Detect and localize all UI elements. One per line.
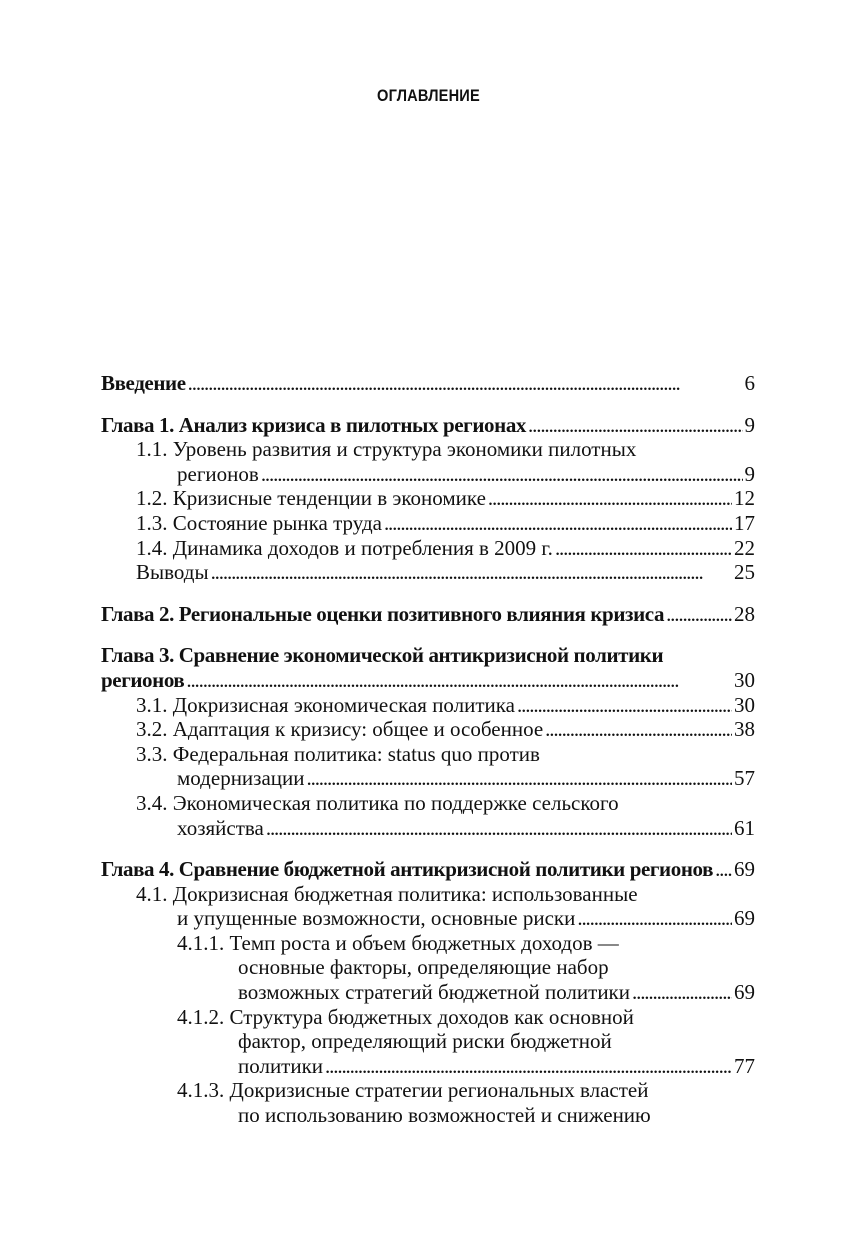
toc-entry-section-1-1[interactable] [101, 462, 755, 487]
dot-leader [266, 816, 732, 841]
toc-entry-section-4-1-3-line1[interactable]: 4.1.3. Докризисные стратегии региональных властей [177, 1078, 649, 1103]
toc-entry-label: 1.2. Кризисные тенденции в экономике [136, 486, 486, 511]
toc-entry-section-3-3-line1[interactable]: 3.3. Федеральная политика: status quo против [136, 741, 540, 766]
dot-leader [666, 602, 732, 627]
toc-entry-label: хозяйства [177, 815, 264, 840]
dot-leader [528, 413, 742, 438]
dot-leader [517, 693, 732, 718]
page-title: ОГЛАВЛЕНИЕ [377, 86, 480, 105]
toc-entry-section-3-1[interactable] [101, 693, 755, 718]
dot-leader [632, 980, 732, 1005]
toc-entry-label: 1.3. Состояние рынка труда [136, 510, 382, 535]
toc-page-number: 12 [734, 486, 755, 511]
toc-entry-label: Глава 2. Региональные оценки позитивного влияния кризиса [101, 601, 665, 626]
toc-entry-label: и упущенные возможности, основные риски [177, 906, 576, 931]
toc-entry-section-4-1[interactable] [101, 906, 755, 931]
toc-entry-section-4-1-3-line2[interactable]: по использованию возможностей и снижению [238, 1103, 651, 1128]
toc-entry-chapter-1[interactable] [101, 413, 755, 438]
toc-page-number: 69 [734, 980, 755, 1005]
toc-page-number: 30 [734, 692, 755, 717]
toc-entry-section-1-4[interactable] [101, 536, 755, 561]
toc-entry-label: 3.2. Адаптация к кризису: общее и особенное [136, 717, 544, 742]
dot-leader [715, 857, 732, 882]
toc-entry-conclusions[interactable] [101, 560, 755, 585]
toc-entry-label: 3.1. Докризисная экономическая политика [136, 692, 515, 717]
toc-entry-section-4-1-1[interactable] [101, 980, 755, 1005]
toc-page-number: 25 [734, 560, 755, 585]
toc-entry-label: регионов [101, 667, 185, 692]
toc-page-number: 30 [734, 667, 755, 692]
dot-leader [211, 560, 732, 585]
dot-leader [188, 371, 743, 396]
toc-entry-section-3-3[interactable] [101, 766, 755, 791]
toc-page-number: 28 [734, 601, 755, 626]
toc-page-number: 22 [734, 535, 755, 560]
toc-entry-section-3-4-line1[interactable]: 3.4. Экономическая политика по поддержке сельского [136, 790, 619, 815]
toc-entry-label: политики [238, 1053, 324, 1078]
toc-entry-label: возможных стратегий бюджетной политики [238, 980, 630, 1005]
toc-page-number: 69 [734, 857, 755, 882]
dot-leader [261, 462, 743, 487]
toc-entry-section-1-1-line1[interactable]: 1.1. Уровень развития и структура экономики пилотных [136, 437, 637, 462]
toc-entry-section-4-1-2-line2[interactable]: фактор, определяющий риски бюджетной [238, 1029, 612, 1054]
toc-entry-section-4-1-1-line1[interactable]: 4.1.1. Темп роста и объем бюджетных доходов — [177, 930, 619, 955]
dot-leader [307, 766, 733, 791]
toc-entry-intro[interactable] [101, 371, 755, 396]
toc-page-number: 9 [744, 412, 755, 437]
toc-page-number: 69 [734, 906, 755, 931]
toc-page-number: 38 [734, 717, 755, 742]
toc-page-number: 77 [734, 1053, 755, 1078]
toc-entry-label: регионов [177, 461, 259, 486]
toc-entry-section-3-4[interactable] [101, 816, 755, 841]
toc-entry-section-1-2[interactable] [101, 486, 755, 511]
toc-entry-section-4-1-1-line2[interactable]: основные факторы, определяющие набор [238, 955, 609, 980]
toc-page-number: 57 [734, 766, 755, 791]
dot-leader [577, 906, 732, 931]
toc-page-number: 6 [744, 371, 755, 395]
toc-entry-section-4-1-2-line1[interactable]: 4.1.2. Структура бюджетных доходов как основной [177, 1004, 634, 1029]
toc-entry-label: модернизации [177, 766, 305, 791]
toc-entry-chapter-3-line1[interactable]: Глава 3. Сравнение экономической антикризисной политики [101, 643, 664, 668]
toc-entry-label: Глава 4. Сравнение бюджетной антикризисной политики регионов [101, 857, 714, 882]
toc-entry-label: Глава 1. Анализ кризиса в пилотных регионах [101, 412, 527, 437]
dot-leader [545, 717, 732, 742]
toc-entry-section-3-2[interactable] [101, 717, 755, 742]
toc-entry-label: Введение [101, 371, 186, 395]
toc-entry-chapter-4[interactable] [101, 857, 755, 882]
toc-page-number: 17 [734, 510, 755, 535]
toc-entry-chapter-3[interactable] [101, 668, 755, 693]
toc-entry-section-4-1-2[interactable] [101, 1054, 755, 1079]
toc-entry-chapter-2[interactable] [101, 602, 755, 627]
dot-leader [325, 1054, 732, 1079]
table-of-contents [101, 371, 755, 1128]
toc-page-number: 9 [744, 461, 755, 486]
toc-entry-section-4-1-line1[interactable]: 4.1. Докризисная бюджетная политика: использованные [136, 881, 638, 906]
dot-leader [384, 511, 732, 536]
toc-page-number: 61 [734, 815, 755, 840]
toc-entry-label: 1.4. Динамика доходов и потребления в 2009 г. [136, 535, 553, 560]
toc-entry-label: Выводы [136, 560, 209, 585]
dot-leader [488, 486, 732, 511]
dot-leader [186, 668, 732, 693]
toc-entry-section-1-3[interactable] [101, 511, 755, 536]
dot-leader [555, 536, 732, 561]
